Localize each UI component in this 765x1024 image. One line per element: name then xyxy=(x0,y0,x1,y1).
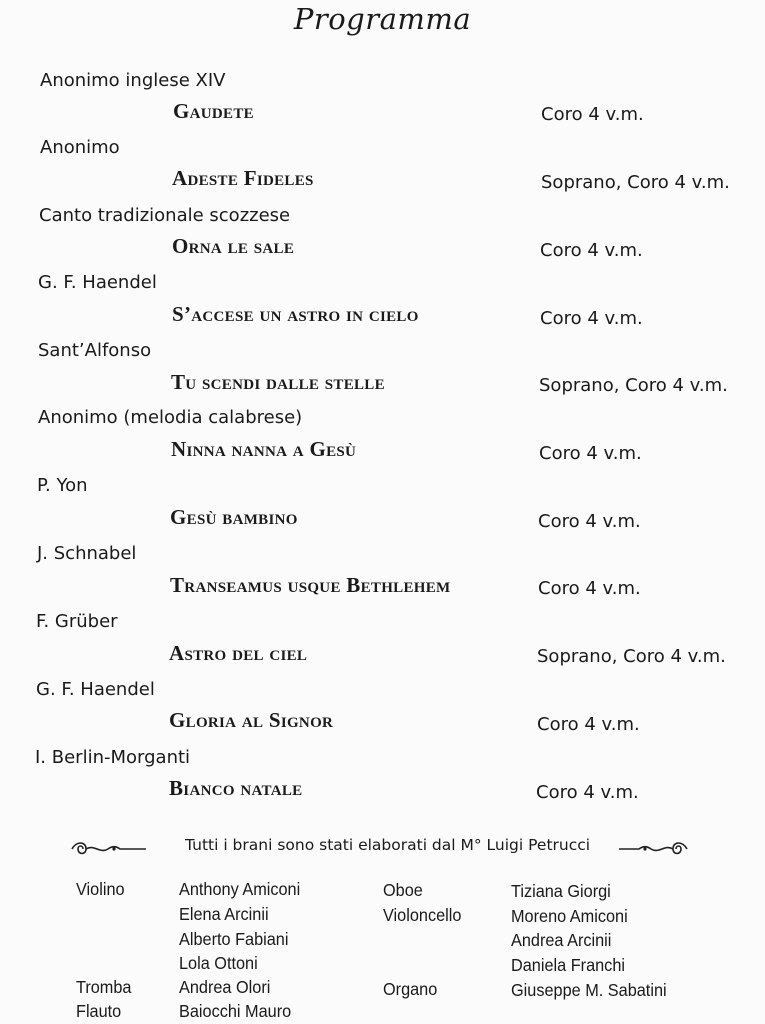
composer-label: Canto tradizionale scozzese xyxy=(39,205,291,226)
arrangement-note: Tutti i brani sono stati elaborati dal M° Luigi Petrucci xyxy=(185,836,591,854)
performer-name: Andrea Arcinii xyxy=(511,930,612,950)
composer-label: P. Yon xyxy=(37,475,88,496)
performer-name: Alberto Fabiani xyxy=(179,929,289,949)
performer-name: Giuseppe M. Sabatini xyxy=(511,980,667,1000)
page-title: Programma xyxy=(293,2,472,36)
instrument-label: Flauto xyxy=(76,1001,122,1021)
voices-label: Coro 4 v.m. xyxy=(538,578,641,599)
voices-label: Coro 4 v.m. xyxy=(540,240,643,261)
voices-label: Soprano, Coro 4 v.m. xyxy=(541,172,730,193)
voices-label: Coro 4 v.m. xyxy=(536,782,639,803)
piece-title: Gesù bambino xyxy=(170,505,298,529)
arrangement-note-row xyxy=(0,834,765,862)
performer-name: Moreno Amiconi xyxy=(511,906,628,926)
instrument-label: Organo xyxy=(383,979,438,999)
piece-title: S’accese un astro in cielo xyxy=(172,302,419,326)
voices-label: Coro 4 v.m. xyxy=(537,714,640,735)
performer-name: Andrea Olori xyxy=(179,977,271,997)
composer-label: G. F. Haendel xyxy=(38,272,157,293)
instrument-label: Tromba xyxy=(76,977,132,997)
piece-title: Orna le sale xyxy=(172,234,295,258)
piece-title: Gaudete xyxy=(173,99,254,123)
voices-label: Coro 4 v.m. xyxy=(540,308,643,329)
performer-name: Anthony Amiconi xyxy=(179,879,301,899)
composer-label: Anonimo inglese XIV xyxy=(40,70,226,91)
performer-name: Daniela Franchi xyxy=(511,955,625,975)
composer-label: Anonimo (melodia calabrese) xyxy=(38,407,303,428)
left-flourish-icon xyxy=(70,838,148,860)
voices-label: Coro 4 v.m. xyxy=(538,511,641,532)
right-flourish-icon xyxy=(617,838,689,860)
instrument-label: Violoncello xyxy=(383,905,462,925)
piece-title: Tu scendi dalle stelle xyxy=(171,370,385,394)
piece-title: Astro del ciel xyxy=(169,641,308,665)
composer-label: Anonimo xyxy=(40,137,120,158)
instrument-label: Violino xyxy=(76,879,125,899)
piece-title: Gloria al Signor xyxy=(169,708,334,732)
composer-label: Sant’Alfonso xyxy=(38,340,152,361)
piece-title: Transeamus usque Bethlehem xyxy=(170,573,451,597)
composer-label: J. Schnabel xyxy=(37,543,137,564)
composer-label: I. Berlin-Morganti xyxy=(35,747,191,768)
performer-name: Baiocchi Mauro xyxy=(179,1001,292,1021)
instrument-label: Oboe xyxy=(383,880,423,900)
piece-title: Bianco natale xyxy=(169,776,303,800)
composer-label: F. Grüber xyxy=(36,611,118,632)
performer-name: Tiziana Giorgi xyxy=(511,881,611,901)
piece-title: Adeste Fideles xyxy=(172,166,314,190)
voices-label: Soprano, Coro 4 v.m. xyxy=(539,375,728,396)
voices-label: Coro 4 v.m. xyxy=(541,104,644,125)
performer-name: Elena Arcinii xyxy=(179,904,269,924)
performer-name: Lola Ottoni xyxy=(179,953,258,973)
voices-label: Coro 4 v.m. xyxy=(539,443,642,464)
voices-label: Soprano, Coro 4 v.m. xyxy=(537,646,726,667)
composer-label: G. F. Haendel xyxy=(36,679,155,700)
piece-title: Ninna nanna a Gesù xyxy=(171,437,357,461)
